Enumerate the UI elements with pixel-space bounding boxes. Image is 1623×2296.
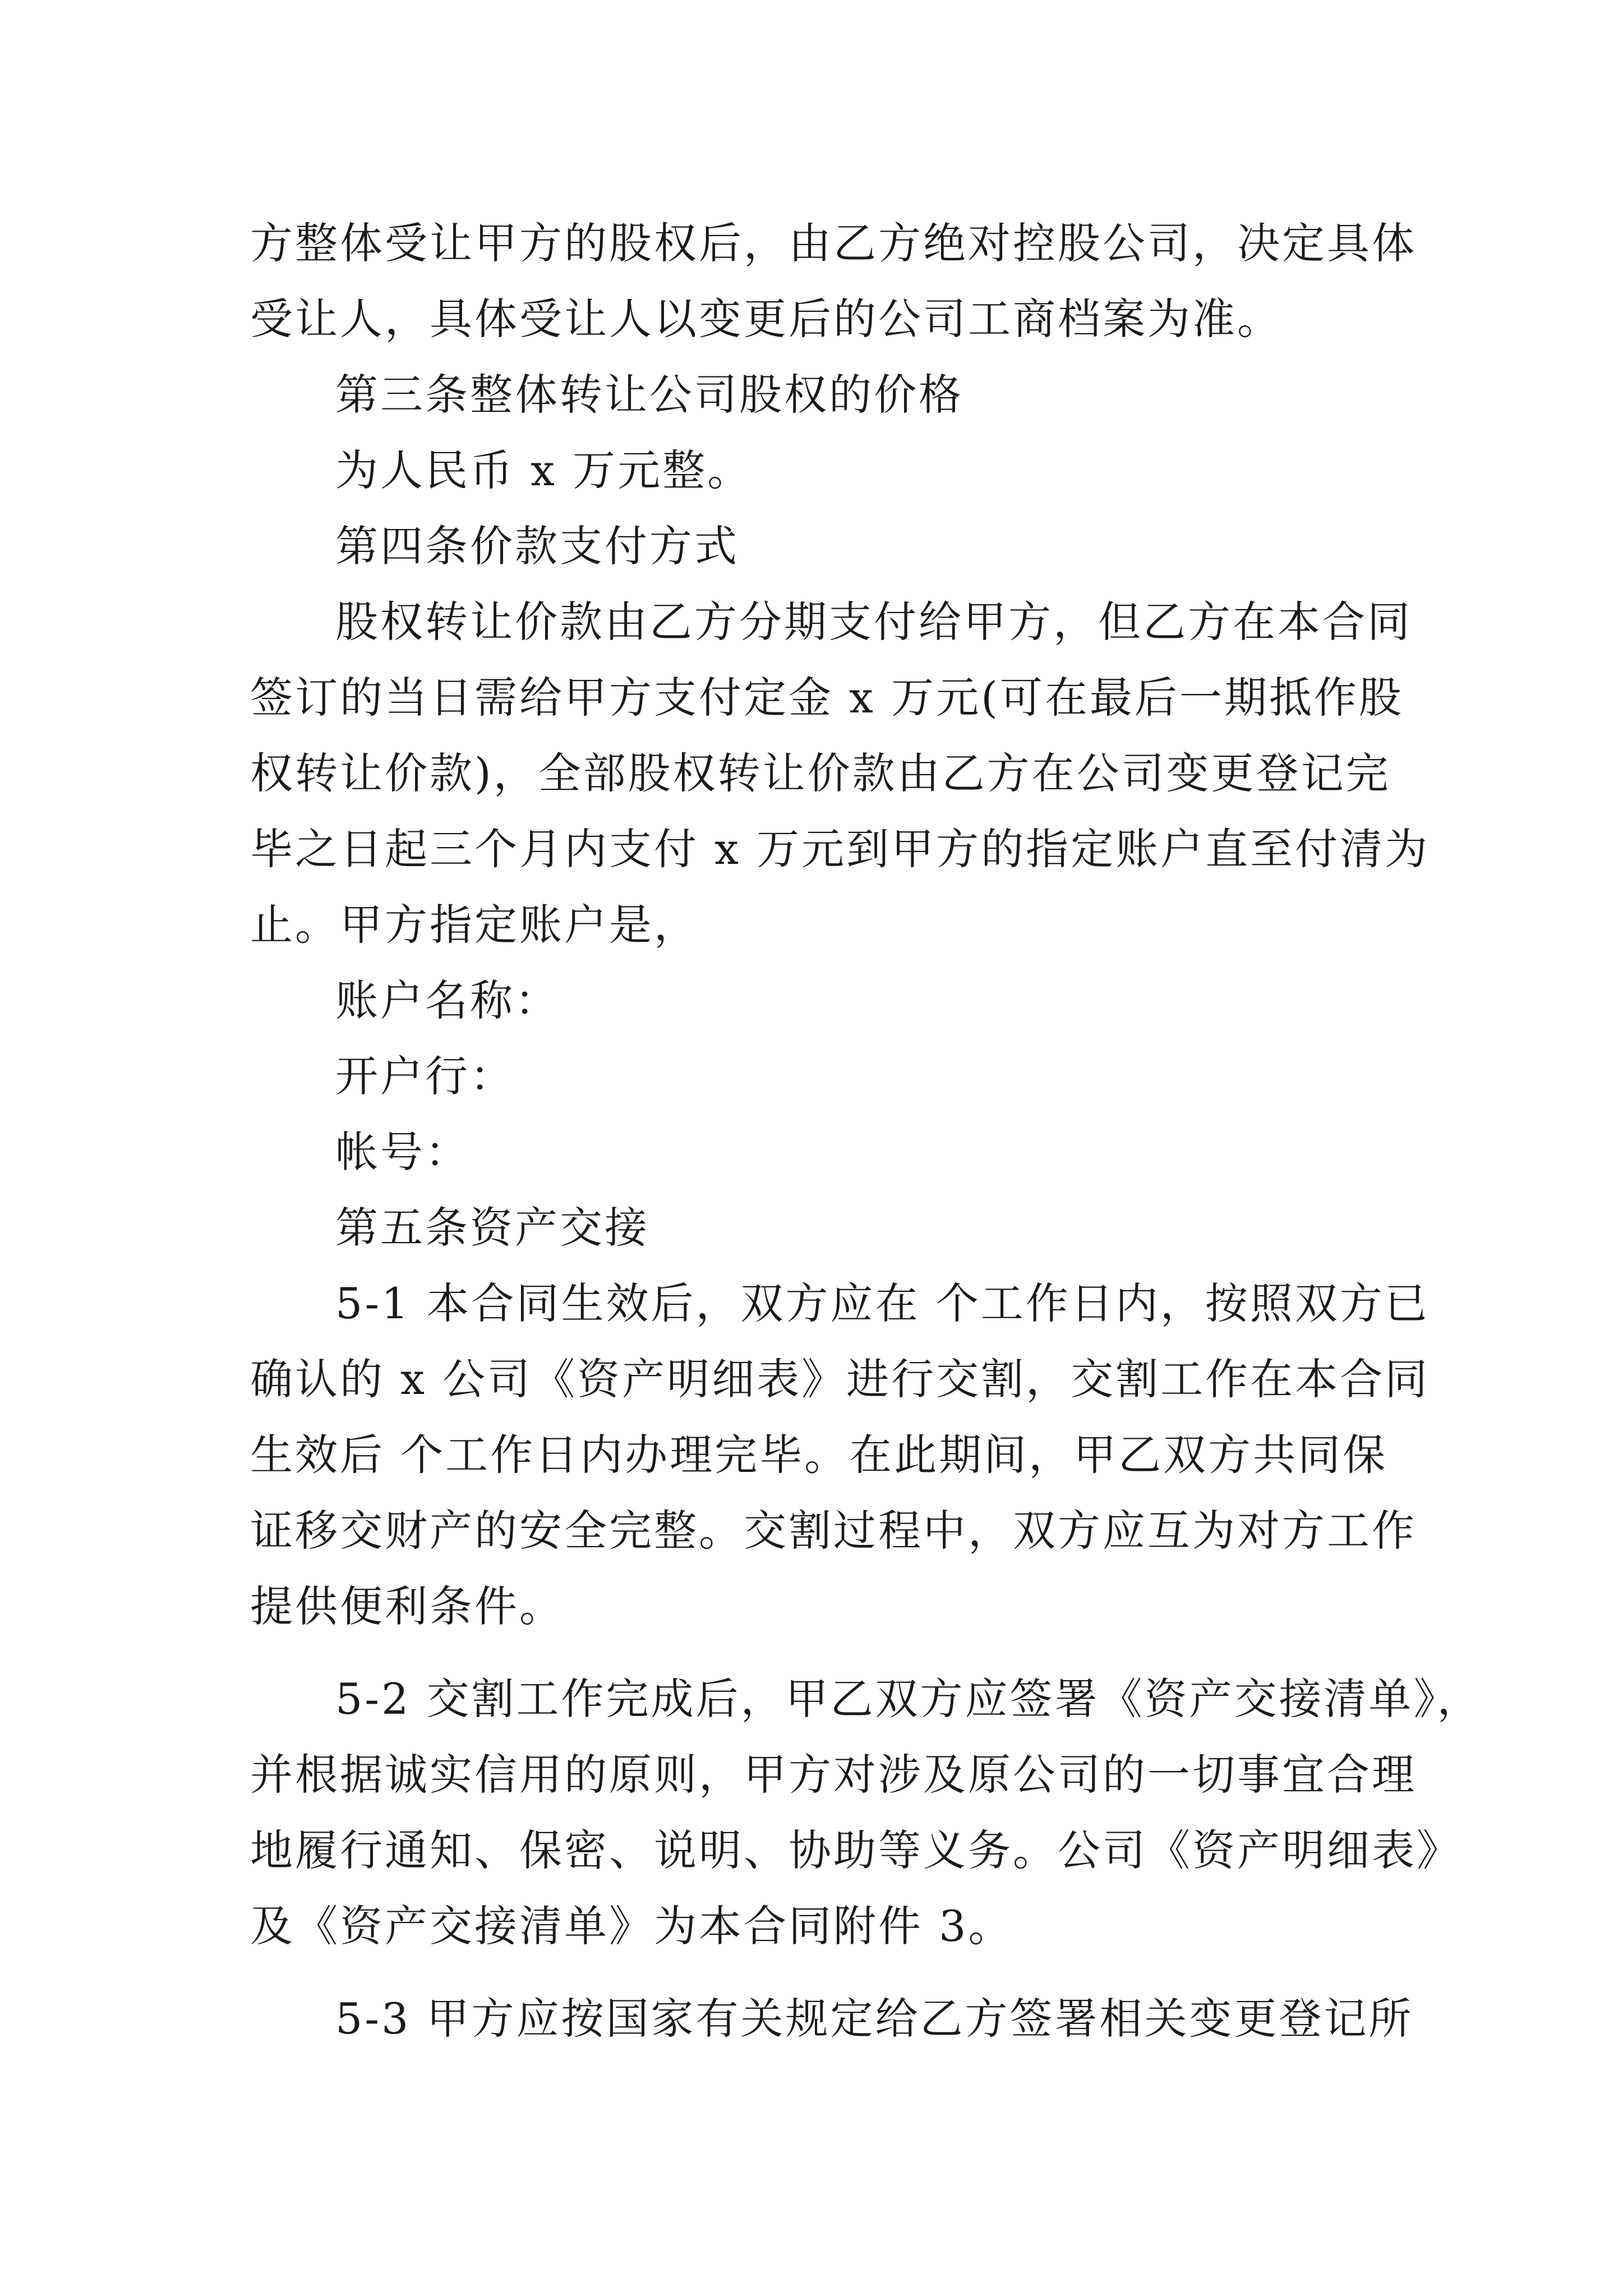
clause-5-3: 5-3 甲方应按国家有关规定给乙方签署相关变更登记所	[335, 1994, 1414, 2044]
clause-5-1: 5-1 本合同生效后，双方应在 个工作日内，按照双方已	[335, 1278, 1430, 1328]
text-line: 生效后 个工作日内办理完毕。在此期间，甲乙双方共同保	[250, 1430, 1388, 1480]
text-line: 并根据诚实信用的原则，甲方对涉及原公司的一切事宜合理	[250, 1750, 1417, 1800]
text-line: 止。甲方指定账户是，	[250, 900, 699, 950]
text-line: 签订的当日需给甲方支付定金 x 万元(可在最后一期抵作股	[250, 673, 1404, 723]
account-name-label: 账户名称：	[335, 976, 560, 1025]
text-line: 及《资产交接清单》为本合同附件 3。	[250, 1901, 1013, 1951]
section-heading: 第五条资产交接	[335, 1203, 649, 1253]
account-number-label: 帐号：	[335, 1127, 470, 1177]
text-line: 提供便利条件。	[250, 1581, 564, 1631]
text-line: 权转让价款)，全部股权转让价款由乙方在公司变更登记完	[250, 748, 1391, 798]
clause-5-2: 5-2 交割工作完成后，甲乙双方应签署《资产交接清单》，	[335, 1674, 1482, 1724]
text-line: 方整体受让甲方的股权后，由乙方绝对控股公司，决定具体	[250, 218, 1417, 268]
text-line: 地履行通知、保密、说明、协助等义务。公司《资产明细表》	[250, 1825, 1461, 1875]
section-heading: 第三条整体转让公司股权的价格	[335, 370, 963, 420]
text-line: 为人民币 x 万元整。	[335, 445, 753, 495]
text-line: 毕之日起三个月内支付 x 万元到甲方的指定账户直至付清为	[250, 824, 1430, 874]
text-line: 证移交财产的安全完整。交割过程中，双方应互为对方工作	[250, 1506, 1417, 1556]
bank-label: 开户行：	[335, 1051, 515, 1101]
section-heading: 第四条价款支付方式	[335, 521, 739, 571]
text-line: 受让人，具体受让人以变更后的公司工商档案为准。	[250, 294, 1282, 344]
text-line: 股权转让价款由乙方分期支付给甲方，但乙方在本合同	[335, 597, 1412, 647]
text-line: 确认的 x 公司《资产明细表》进行交割，交割工作在本合同	[250, 1354, 1430, 1404]
